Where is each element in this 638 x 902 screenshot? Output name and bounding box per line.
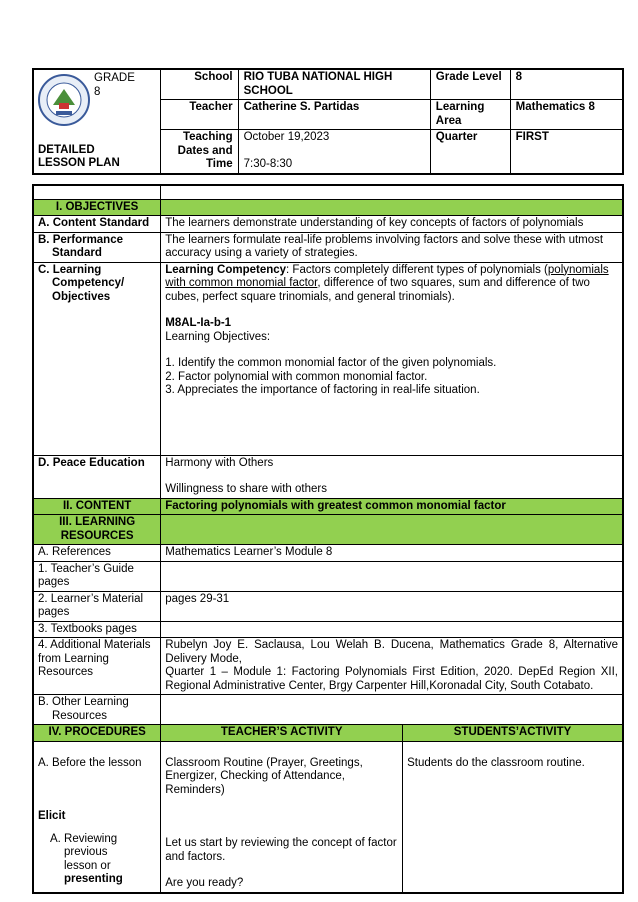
competency-text [161,262,623,455]
school-name: RIO TUBA NATIONAL HIGH SCHOOL [238,69,430,100]
competency-text-2: , difference of two squares, sum and difference of two cubes, perfect square trinomials, and general trinomials). [165,277,590,303]
additional-1: Rubelyn Joy E. Saclausa, Lou Welah B. Ducena, Mathematics Grade 8, Alternative Delivery Mode, [165,639,618,665]
grade-level-label: Grade Level [430,69,510,100]
teachers-guide-value [161,561,623,591]
grade-number: 8 [94,85,101,98]
perf-label-2: Standard [52,247,102,259]
objectives-heading: I. OBJECTIVES [33,199,161,216]
time-value: 7:30-8:30 [243,157,293,170]
teacher-activity-heading: TEACHER’S ACTIVITY [161,725,403,742]
learning-area-value: Mathematics 8 [510,100,623,130]
other-label-2: Resources [52,709,107,722]
spacer-cell [33,185,161,199]
other-resources-label [33,695,161,725]
competency-text-1: : Factors completely different types of polynomials ( [286,263,548,276]
school-seal-icon [37,73,91,127]
quarter-value: FIRST [510,130,623,174]
competency-bold: Learning Competency [165,263,287,276]
date-value: October 19,2023 [243,131,330,143]
elicit-label: Elicit [38,810,66,822]
dates-label [160,130,238,174]
resources-title-2: RESOURCES [60,529,134,542]
learning-area-label: Learning Area [430,100,510,130]
content-heading: II. CONTENT [33,498,161,515]
performance-standard-text: The learners formulate real-life problems involving factors and solve these with utmost accuracy using a variety of strategies. [161,232,623,262]
performance-standard-label [33,232,161,262]
teacher-label: Teacher [160,100,238,130]
content-standard-text: The learners demonstrate understanding of key concepts of factors of polynomials [161,216,623,233]
perf-label-1: B. Performance [38,233,124,246]
competency-label [33,262,161,455]
review-label-3: lesson or [64,859,111,872]
peace-education-label: D. Peace Education [33,455,161,498]
resources-title-1: III. LEARNING [59,516,136,528]
references-text: Mathematics Learner’s Module 8 [161,545,623,562]
dates-value [238,130,430,174]
dates-label-2: Dates and [177,144,233,157]
other-label-1: B. Other Learning [38,696,129,708]
content-standard-label: A. Content Standard [33,216,161,233]
competency-code: M8AL-Ia-b-1 [165,317,232,329]
additional-2: Quarter 1 – Module 1: Factoring Polynomials First Edition, 2020. DepEd Region XII, Regional Administrative Center, Brgy Carpenter Hill,Koronadal City, South Cotabato. [165,666,618,692]
objectives-heading-fill [161,199,623,216]
content-text: Factoring polynomials with greatest common monomial factor [161,498,623,515]
teacher-name: Catherine S. Partidas [238,100,430,130]
comp-label-1: C. Learning [38,263,102,276]
procedures-heading: IV. PROCEDURES [33,725,161,742]
grade-label: GRADE [94,72,135,84]
learners-material-label: 2. Learner’s Material pages [33,591,161,621]
dates-label-3: Time [205,158,233,170]
school-logo-cell [33,69,160,174]
comp-label-2: Competency/ [52,277,125,289]
grade-level-value: 8 [510,69,623,100]
peace-2: Willingness to share with others [165,483,327,495]
spacer-cell [161,185,623,199]
dlp-label-2: LESSON PLAN [38,157,120,169]
student-activity-heading: STUDENTS’ACTIVITY [403,725,623,742]
resources-heading-fill [161,515,623,545]
resources-heading [33,515,161,545]
dlp-label: DETAILED [38,143,95,156]
lesson-table [32,184,624,894]
school-label: School [160,69,238,100]
peace-1: Harmony with Others [165,456,274,469]
learning-objective-1: 1. Identify the common monomial factor of the given polynomials. [165,357,497,369]
teacher-activity-cell [161,741,403,893]
textbooks-label: 3. Textbooks pages [33,621,161,638]
learners-material-value: pages 29-31 [161,591,623,621]
student-routine: Students do the classroom routine. [407,756,585,769]
learning-objective-3: 3. Appreciates the importance of factoring in real-life situation. [165,384,480,396]
learning-objectives-label: Learning Objectives: [165,330,271,343]
review-label-4: presenting [64,873,123,885]
review-label-2: previous [64,846,108,858]
dates-label-1: Teaching [182,131,233,143]
teacher-review: Let us start by reviewing the concept of factor and factors. [165,837,397,863]
textbooks-value [161,621,623,638]
teacher-routine: Classroom Routine (Prayer, Greetings, Energizer, Checking of Attendance, Reminders) [165,756,363,796]
quarter-label: Quarter [430,130,510,174]
additional-materials-label: 4. Additional Materials from Learning Resources [33,638,161,695]
references-label: A. References [33,545,161,562]
teachers-guide-label: 1. Teacher’s Guide pages [33,561,161,591]
review-label-1: A. Reviewing [50,832,118,845]
competency-underline: polynomials with common monomial factor [165,263,609,289]
peace-education-text [161,455,623,498]
header-table [32,68,624,175]
competency-paragraph [165,264,618,305]
student-activity-cell [403,741,623,893]
additional-materials-text [161,638,623,695]
before-lesson-cell [33,741,161,893]
comp-label-3: Objectives [52,290,111,303]
learning-objective-2: 2. Factor polynomial with common monomial factor. [165,370,428,383]
before-lesson-label: A. Before the lesson [38,756,142,769]
teacher-ready: Are you ready? [165,877,244,889]
other-resources-value [161,695,623,725]
